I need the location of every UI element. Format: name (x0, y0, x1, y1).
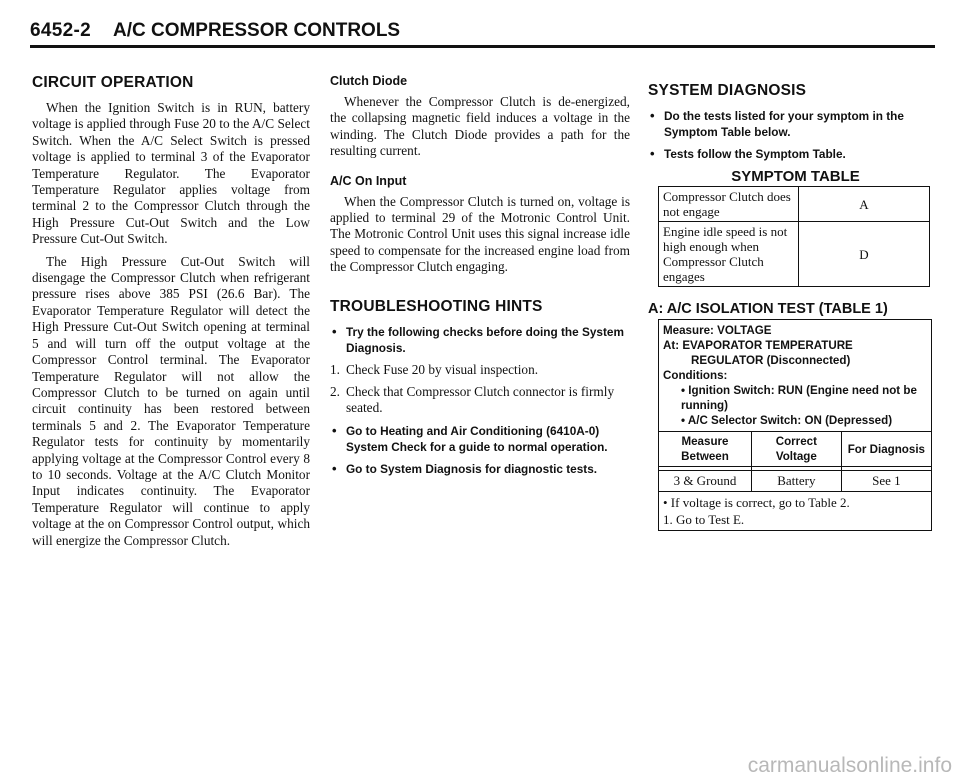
for-diagnosis-cell: See 1 (841, 471, 931, 492)
measurement-row (659, 471, 931, 492)
ac-on-input-heading: A/C On Input (330, 173, 407, 188)
symptom-cell: Engine idle speed is not high enough when Compressor Clutch engages (659, 222, 799, 287)
measurement-header-row (659, 432, 931, 467)
step-1-text: Check Fuse 20 by visual inspection. (346, 361, 539, 377)
troubleshooting-steps (330, 362, 630, 417)
header-rule (30, 45, 935, 48)
measure-line: Measure: VOLTAGE (663, 324, 772, 337)
page-title: A/C COMPRESSOR CONTROLS (112, 20, 401, 41)
test-a-header (659, 320, 931, 431)
test-code-cell: A (799, 187, 930, 222)
step-2-number: 2. (330, 384, 340, 400)
troubleshooting-list-2 (330, 423, 630, 477)
note-2: 1. Go to Test E. (663, 512, 745, 527)
troubleshooting-bullet-1: • Try the following checks before doing the System Diagnosis. (330, 324, 630, 356)
condition-1: • Ignition Switch: RUN (Engine need not be running) (681, 384, 917, 412)
symptom-row (659, 187, 930, 222)
troubleshooting-bullet-3: • Go to System Diagnosis for diagnostic tests. (330, 461, 630, 477)
measure-between-cell: 3 & Ground (659, 471, 751, 492)
col-correct-voltage: Correct Voltage (751, 432, 841, 467)
circuit-paragraph-2: The High Pressure Cut-Out Switch will disengage the Compressor Clutch when refrigerant pressure rises above 385 PSI (26.6 Bar). The Evaporator Temperature Regulator will detect the High Pressure Cut-Out Switch opening at terminal 5 and will turn off the output voltage at the Compressor Control terminal. The Evaporator Temperature Regulator will not allow the Compressor Clutch to be turned on again until circuit continuity has been restored between terminals 5 and 2. The Evaporator Temperature Regulator tests for continuity by momentarily applying voltage at the Compressor Control every 8 to 10 seconds. Voltage at the A/C Clutch Monitor Input indicates continuity. The Evaporator Temperature Regulator will continue to apply voltage at the on Compressor Control output, which will energize the Compressor Clutch. (32, 253, 310, 548)
clutch-diode-paragraph: Whenever the Compressor Clutch is de-energized, the collapsing magnetic field induces a voltage in the winding. The Clutch Diode provides a path for the resulting current. (330, 94, 630, 159)
step-2-text: Check that Compressor Clutch connector is firmly seated. (346, 384, 615, 416)
circuit-operation-heading: CIRCUIT OPERATION (32, 74, 194, 91)
clutch-column (330, 74, 630, 483)
test-a-heading: A: A/C ISOLATION TEST (TABLE 1) (648, 301, 888, 317)
test-code-cell: D (799, 222, 930, 287)
test-a-box (658, 319, 932, 531)
system-diagnosis-heading: SYSTEM DIAGNOSIS (648, 82, 807, 99)
diagnosis-bullet-1: • Do the tests listed for your symptom in the Symptom Table below. (648, 108, 933, 140)
circuit-paragraph-1: When the Ignition Switch is in RUN, battery voltage is applied through Fuse 20 to the A/C Select Switch. When the A/C Select Switch is pressed voltage is applied to terminal 3 of the Evaporator Temperature Regulator. The Evaporator Temperature Regulator applies voltage from terminal 2 to the Compressor Clutch through the High Pressure Cut-Out Switch and the Low Pressure Cut-Out Switch. (32, 100, 310, 247)
ac-on-input-paragraph: When the Compressor Clutch is turned on, voltage is applied to terminal 29 of the Motronic Control Unit. The Motronic Control Unit uses this signal increase idle speed to compensate for the increased engine load from the Compressor Clutch engaging. (330, 193, 630, 275)
diagnosis-list (648, 108, 933, 162)
watermark: carmanualsonline.info (747, 754, 952, 777)
troubleshooting-step-1 (330, 362, 630, 378)
at-line-2: REGULATOR (Disconnected) (691, 354, 851, 367)
condition-2: • A/C Selector Switch: ON (Depressed) (681, 414, 893, 427)
correct-voltage-cell: Battery (751, 471, 841, 492)
test-a-notes (659, 491, 931, 530)
circuit-operation-column (32, 74, 310, 549)
symptom-row (659, 222, 930, 287)
troubleshooting-bullet-2: • Go to Heating and Air Conditioning (6410A-0) System Check for a guide to normal operation. (330, 423, 630, 455)
symptom-table-title: SYMPTOM TABLE (731, 168, 860, 185)
measurement-table (659, 431, 931, 491)
troubleshooting-heading: TROUBLESHOOTING HINTS (330, 297, 543, 315)
page-number: 6452-2 (30, 20, 91, 41)
diagnosis-column (648, 74, 933, 531)
conditions-label: Conditions: (663, 369, 728, 382)
col-for-diagnosis: For Diagnosis (841, 432, 931, 467)
col-measure-between: Measure Between (659, 432, 751, 467)
step-1-number: 1. (330, 361, 340, 377)
symptom-table (658, 186, 930, 287)
page-header (30, 20, 945, 42)
clutch-diode-heading: Clutch Diode (330, 74, 408, 88)
troubleshooting-step-2 (330, 384, 630, 417)
at-line: At: EVAPORATOR TEMPERATURE (663, 339, 853, 352)
troubleshooting-list (330, 324, 630, 356)
note-1: • If voltage is correct, go to Table 2. (663, 495, 850, 510)
diagnosis-bullet-2: • Tests follow the Symptom Table. (648, 146, 933, 162)
symptom-cell: Compressor Clutch does not engage (659, 187, 799, 222)
